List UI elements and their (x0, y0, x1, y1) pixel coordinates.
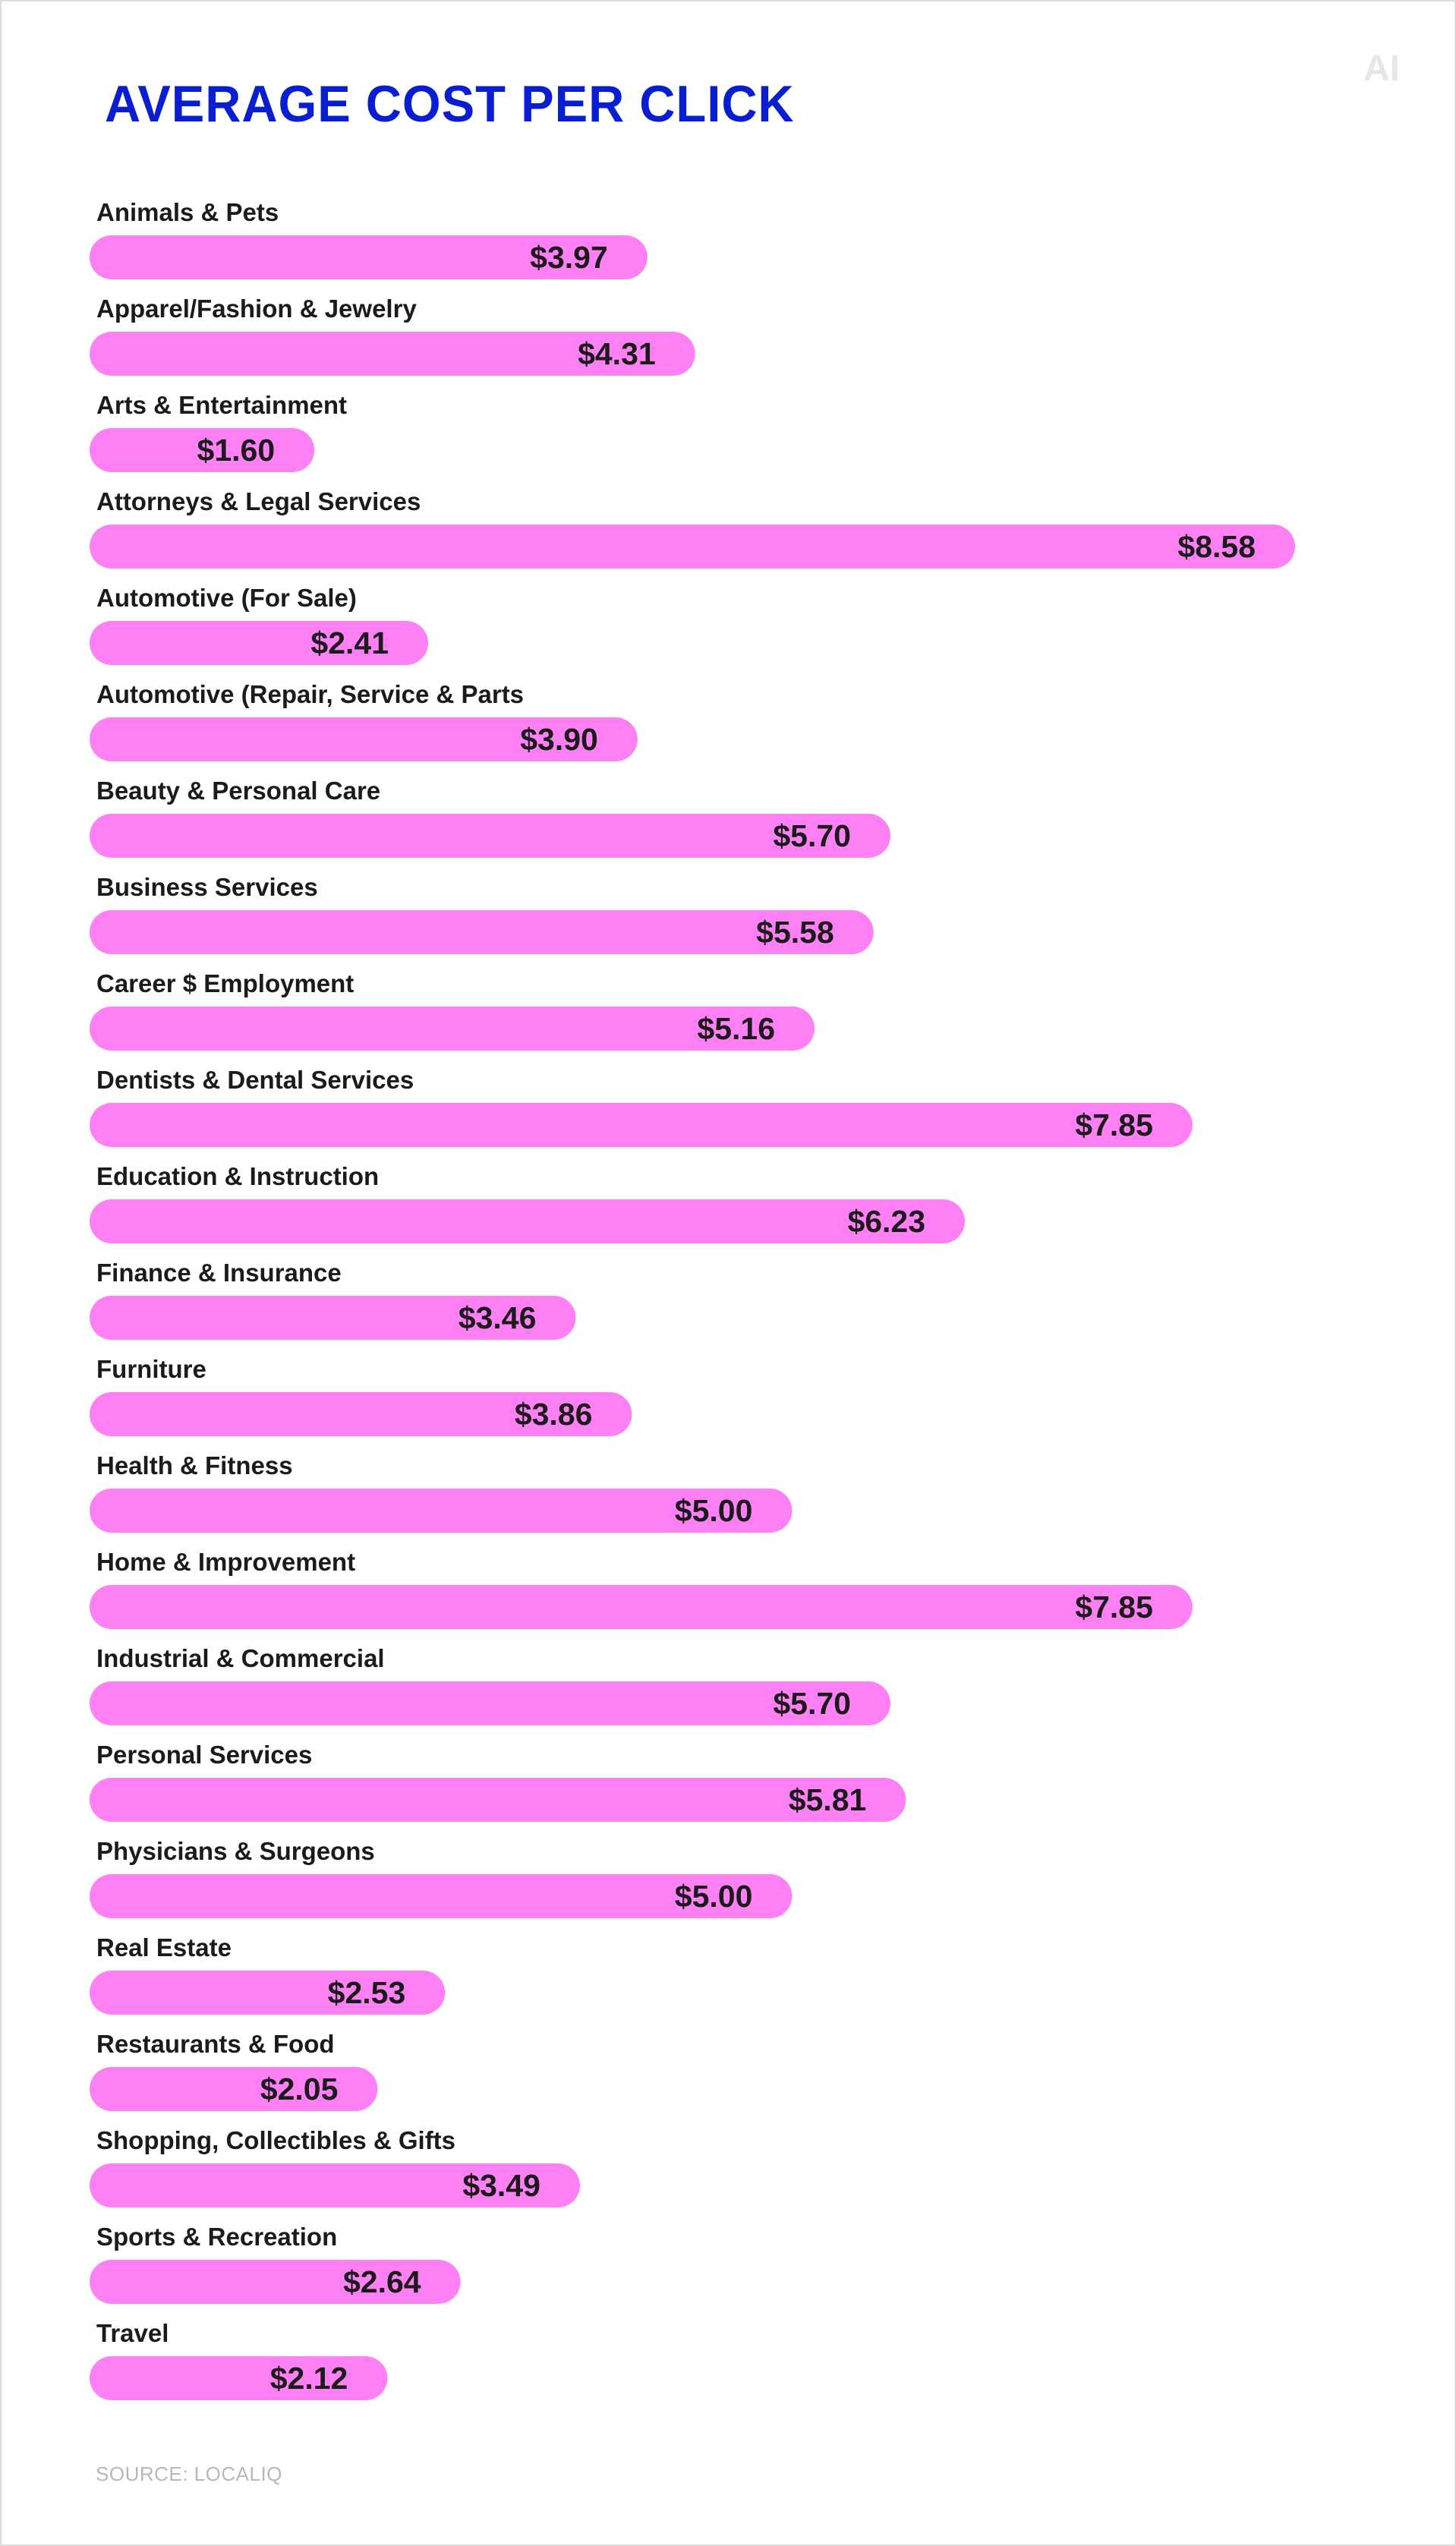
category-label: Business Services (96, 873, 318, 901)
chart-title: AVERAGE COST PER CLICK (105, 75, 795, 133)
value-label: $5.00 (674, 1879, 753, 1914)
category-label: Personal Services (96, 1741, 313, 1769)
category-label: Health & Fitness (96, 1451, 293, 1479)
value-label: $5.81 (788, 1782, 867, 1817)
category-label: Automotive (For Sale) (96, 584, 357, 612)
bar (90, 814, 890, 858)
brand-logo-text: AI (1363, 50, 1400, 85)
value-label: $2.64 (343, 2264, 421, 2299)
category-label: Travel (96, 2319, 169, 2347)
category-label: Furniture (96, 1355, 206, 1383)
value-label: $2.05 (260, 2072, 339, 2106)
value-label: $7.85 (1075, 1108, 1153, 1142)
category-label: Arts & Entertainment (96, 391, 348, 419)
bar (90, 1199, 965, 1243)
category-label: Attorneys & Legal Services (96, 487, 421, 515)
value-label: $3.90 (520, 722, 598, 757)
value-label: $3.46 (458, 1300, 537, 1335)
category-label: Physicians & Surgeons (96, 1837, 375, 1865)
category-label: Real Estate (96, 1933, 232, 1961)
category-label: Sports & Recreation (96, 2223, 338, 2251)
category-label: Home & Improvement (96, 1548, 356, 1576)
value-label: $1.60 (197, 433, 276, 468)
value-label: $5.16 (697, 1011, 776, 1046)
value-label: $2.41 (310, 625, 389, 660)
value-label: $6.23 (847, 1204, 926, 1239)
category-label: Shopping, Collectibles & Gifts (96, 2126, 456, 2154)
value-label: $4.31 (578, 336, 656, 371)
value-label: $8.58 (1177, 529, 1256, 564)
category-label: Education & Instruction (96, 1162, 380, 1190)
value-label: $5.00 (674, 1493, 753, 1528)
category-label: Dentists & Dental Services (96, 1066, 414, 1094)
category-label: Automotive (Repair, Service & Parts (96, 680, 525, 708)
category-label: Career $ Employment (96, 969, 355, 997)
category-label: Animals & Pets (96, 198, 279, 226)
value-label: $3.86 (514, 1397, 593, 1432)
source-note: SOURCE: LOCALIQ (96, 2462, 282, 2485)
category-label: Finance & Insurance (96, 1259, 342, 1287)
category-label: Beauty & Personal Care (96, 777, 381, 805)
value-label: $5.58 (756, 915, 834, 950)
value-label: $5.70 (773, 1686, 851, 1721)
category-label: Restaurants & Food (96, 2030, 335, 2058)
value-label: $7.85 (1075, 1590, 1153, 1624)
bar (90, 1103, 1193, 1147)
value-label: $3.97 (530, 240, 608, 275)
value-label: $2.12 (269, 2361, 348, 2396)
category-label: Industrial & Commercial (96, 1644, 385, 1672)
bar (90, 1585, 1193, 1629)
bar (90, 1681, 890, 1725)
value-label: $2.53 (327, 1975, 406, 2010)
value-label: $5.70 (773, 818, 851, 853)
value-label: $3.49 (462, 2168, 540, 2203)
bar (90, 525, 1295, 569)
category-label: Apparel/Fashion & Jewelry (96, 295, 417, 323)
bar (90, 1778, 906, 1822)
